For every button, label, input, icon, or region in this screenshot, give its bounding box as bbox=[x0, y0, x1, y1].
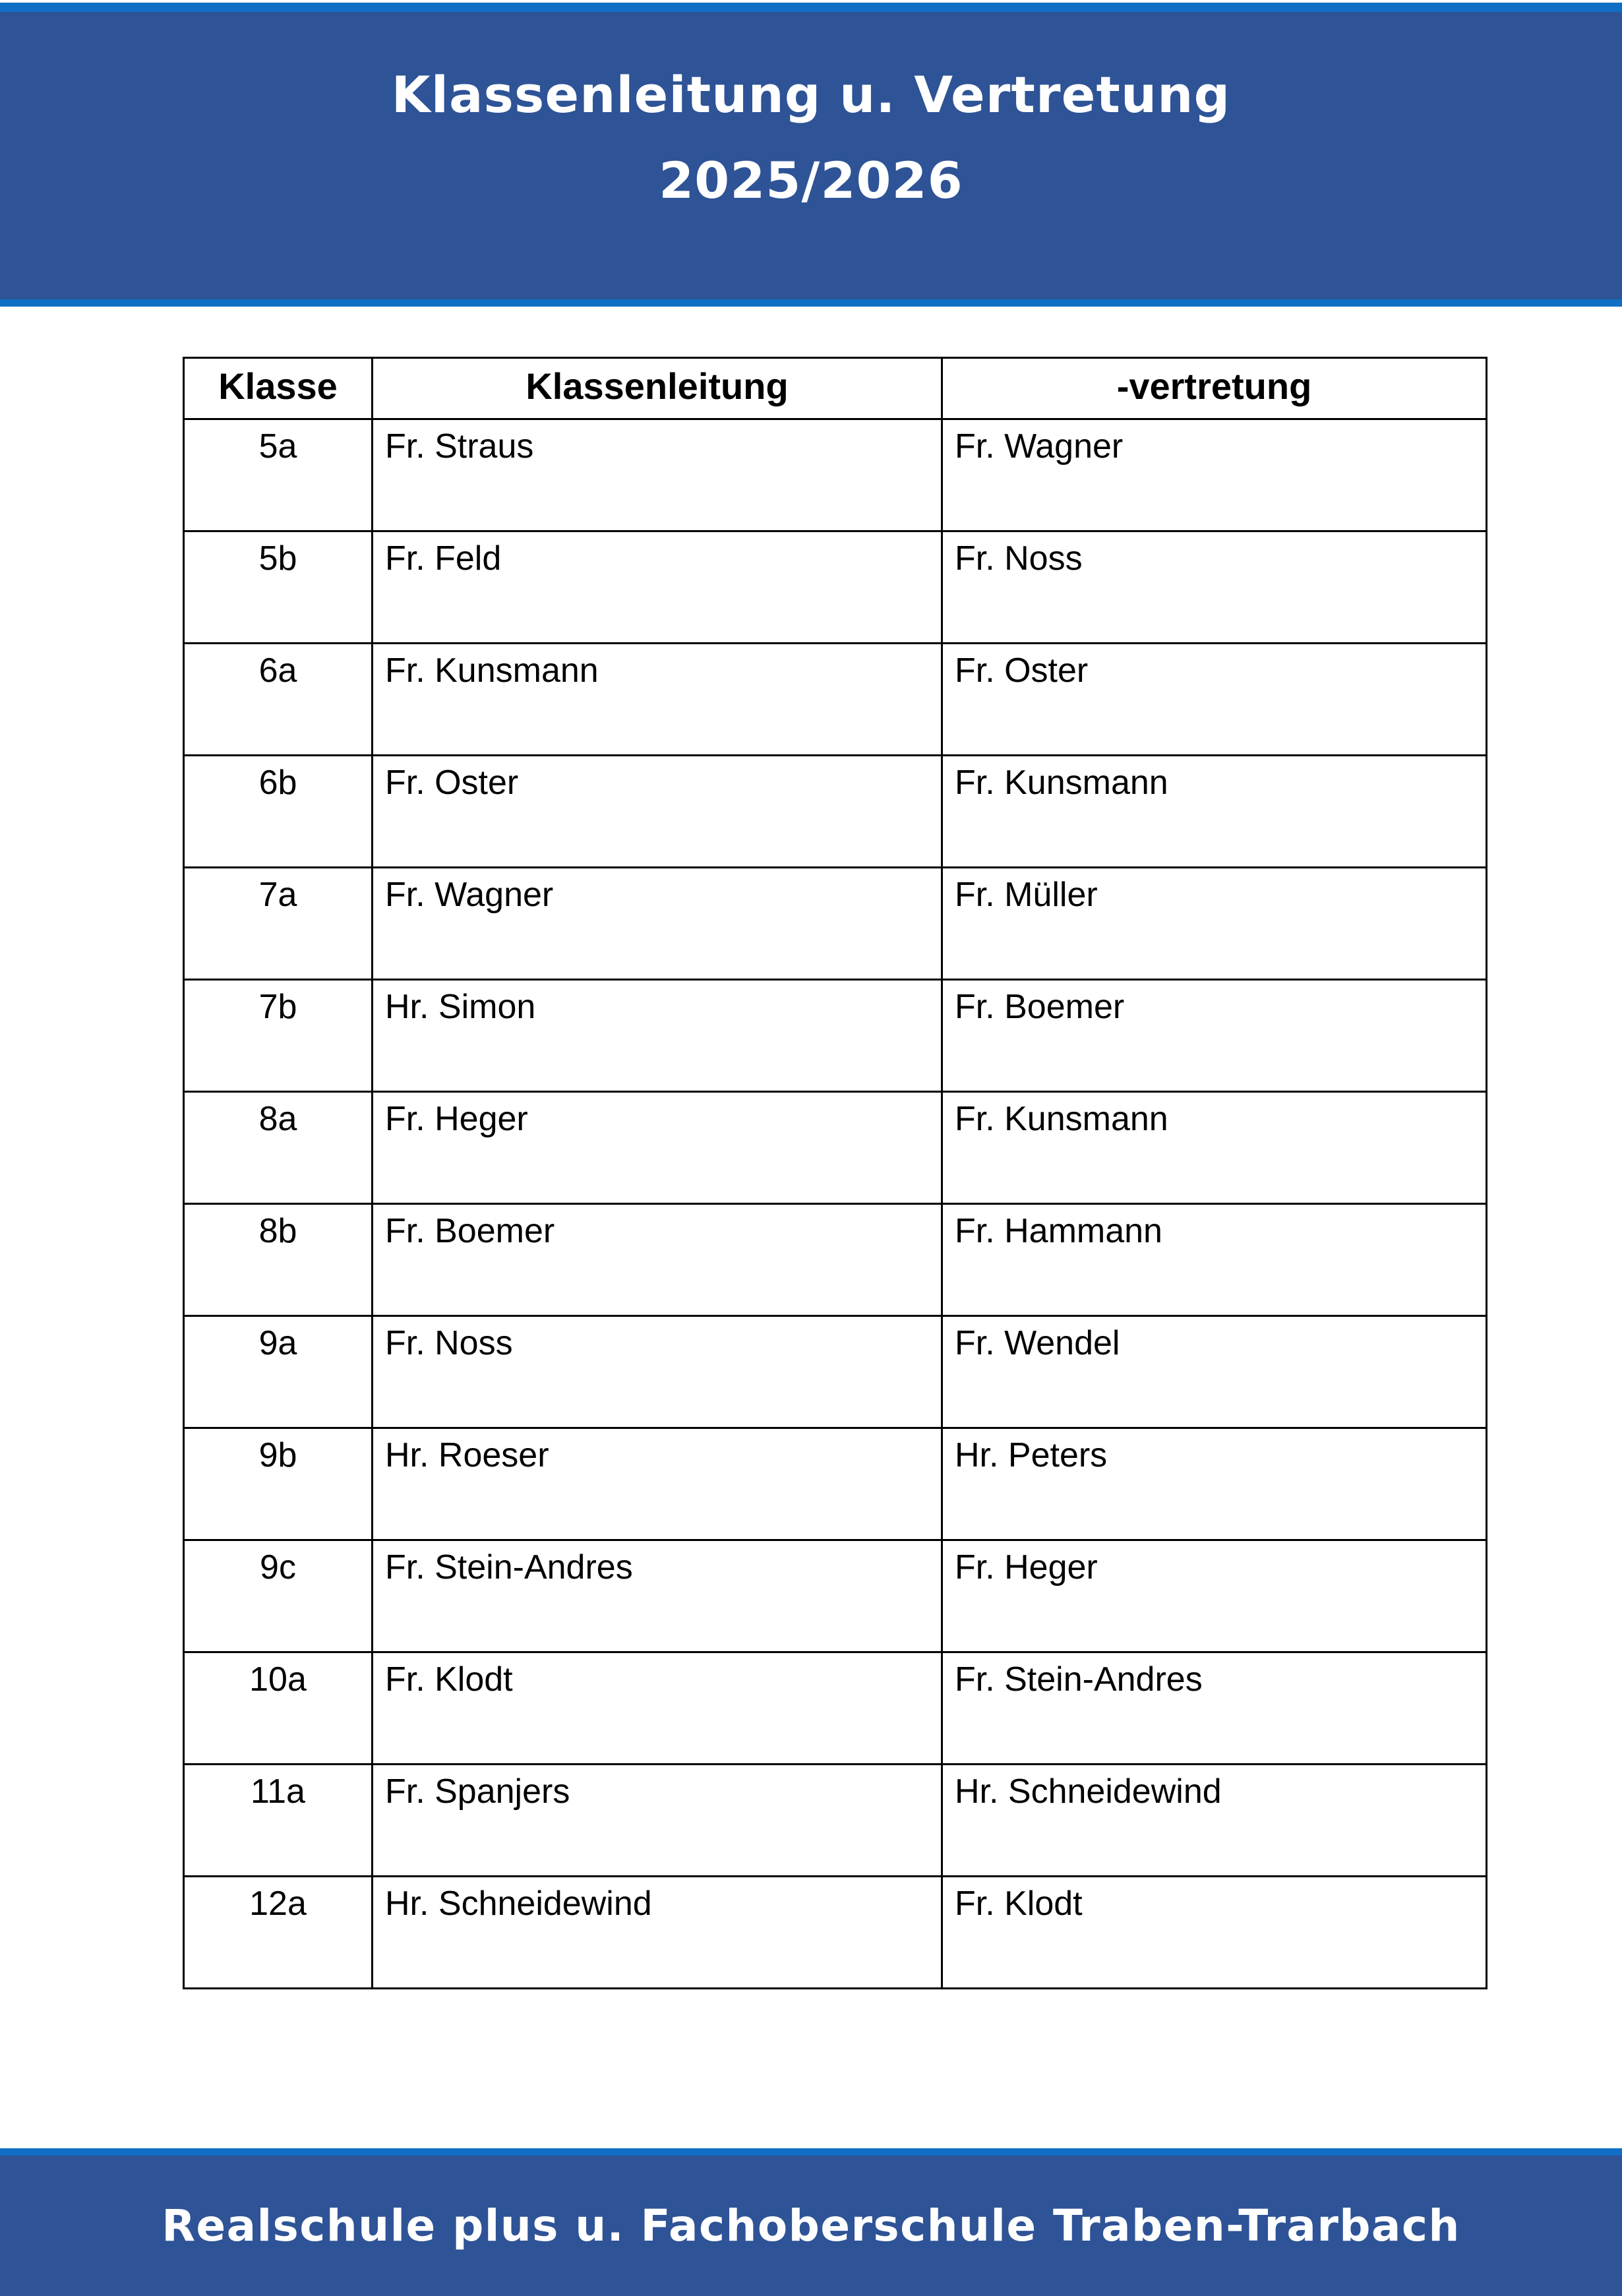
cell-vertretung: Fr. Boemer bbox=[942, 980, 1487, 1092]
cell-vertretung: Fr. Heger bbox=[942, 1540, 1487, 1652]
table-row bbox=[184, 1204, 1487, 1316]
cell-vertretung: Fr. Stein-Andres bbox=[942, 1652, 1487, 1765]
cell-klassenleitung: Fr. Feld bbox=[373, 531, 942, 644]
cell-vertretung: Fr. Müller bbox=[942, 868, 1487, 980]
table-row bbox=[184, 1540, 1487, 1652]
table-row bbox=[184, 1428, 1487, 1540]
cell-klasse: 6a bbox=[184, 644, 373, 756]
table-row bbox=[184, 756, 1487, 868]
table-row bbox=[184, 531, 1487, 644]
cell-klassenleitung: Fr. Oster bbox=[373, 756, 942, 868]
cell-vertretung: Fr. Hammann bbox=[942, 1204, 1487, 1316]
table-row bbox=[184, 868, 1487, 980]
cell-klassenleitung: Fr. Stein-Andres bbox=[373, 1540, 942, 1652]
class-teacher-table bbox=[183, 357, 1487, 1989]
cell-vertretung: Fr. Kunsmann bbox=[942, 756, 1487, 868]
table-header bbox=[184, 358, 1487, 419]
table-row bbox=[184, 980, 1487, 1092]
header-banner bbox=[0, 3, 1622, 307]
cell-klasse: 7a bbox=[184, 868, 373, 980]
cell-klassenleitung: Hr. Simon bbox=[373, 980, 942, 1092]
cell-vertretung: Fr. Oster bbox=[942, 644, 1487, 756]
cell-klassenleitung: Fr. Boemer bbox=[373, 1204, 942, 1316]
page-title-line-2: 2025/2026 bbox=[659, 151, 963, 210]
column-header-klassenleitung: Klassenleitung bbox=[373, 358, 942, 419]
table-row bbox=[184, 644, 1487, 756]
cell-vertretung: Fr. Wendel bbox=[942, 1316, 1487, 1428]
cell-klassenleitung: Fr. Kunsmann bbox=[373, 644, 942, 756]
school-name: Realschule plus u. Fachoberschule Traben-Trarbach bbox=[162, 2200, 1460, 2251]
table-row bbox=[184, 1316, 1487, 1428]
cell-vertretung: Hr. Schneidewind bbox=[942, 1765, 1487, 1877]
cell-vertretung: Fr. Noss bbox=[942, 531, 1487, 644]
cell-klassenleitung: Fr. Wagner bbox=[373, 868, 942, 980]
cell-klassenleitung: Fr. Heger bbox=[373, 1092, 942, 1204]
cell-klassenleitung: Fr. Spanjers bbox=[373, 1765, 942, 1877]
cell-klasse: 11a bbox=[184, 1765, 373, 1877]
table-row bbox=[184, 1877, 1487, 1989]
table-body bbox=[184, 419, 1487, 1989]
cell-klasse: 7b bbox=[184, 980, 373, 1092]
column-header-vertretung: -vertretung bbox=[942, 358, 1487, 419]
table-header-row bbox=[184, 358, 1487, 419]
cell-klassenleitung: Fr. Klodt bbox=[373, 1652, 942, 1765]
cell-vertretung: Hr. Peters bbox=[942, 1428, 1487, 1540]
footer-banner bbox=[0, 2148, 1622, 2296]
class-teacher-table-container bbox=[183, 357, 1486, 1989]
cell-klasse: 6b bbox=[184, 756, 373, 868]
page-title-line-1: Klassenleitung u. Vertretung bbox=[391, 65, 1231, 124]
cell-klassenleitung: Fr. Noss bbox=[373, 1316, 942, 1428]
column-header-klasse: Klasse bbox=[184, 358, 373, 419]
table-row bbox=[184, 1092, 1487, 1204]
cell-klasse: 9a bbox=[184, 1316, 373, 1428]
cell-klasse: 5a bbox=[184, 419, 373, 531]
table-row bbox=[184, 419, 1487, 531]
cell-vertretung: Fr. Wagner bbox=[942, 419, 1487, 531]
table-row bbox=[184, 1652, 1487, 1765]
cell-klassenleitung: Hr. Roeser bbox=[373, 1428, 942, 1540]
cell-klasse: 9c bbox=[184, 1540, 373, 1652]
table-row bbox=[184, 1765, 1487, 1877]
cell-klassenleitung: Fr. Straus bbox=[373, 419, 942, 531]
cell-vertretung: Fr. Kunsmann bbox=[942, 1092, 1487, 1204]
cell-klasse: 10a bbox=[184, 1652, 373, 1765]
cell-klassenleitung: Hr. Schneidewind bbox=[373, 1877, 942, 1989]
cell-klasse: 8a bbox=[184, 1092, 373, 1204]
cell-klasse: 9b bbox=[184, 1428, 373, 1540]
cell-klasse: 8b bbox=[184, 1204, 373, 1316]
cell-vertretung: Fr. Klodt bbox=[942, 1877, 1487, 1989]
cell-klasse: 5b bbox=[184, 531, 373, 644]
cell-klasse: 12a bbox=[184, 1877, 373, 1989]
